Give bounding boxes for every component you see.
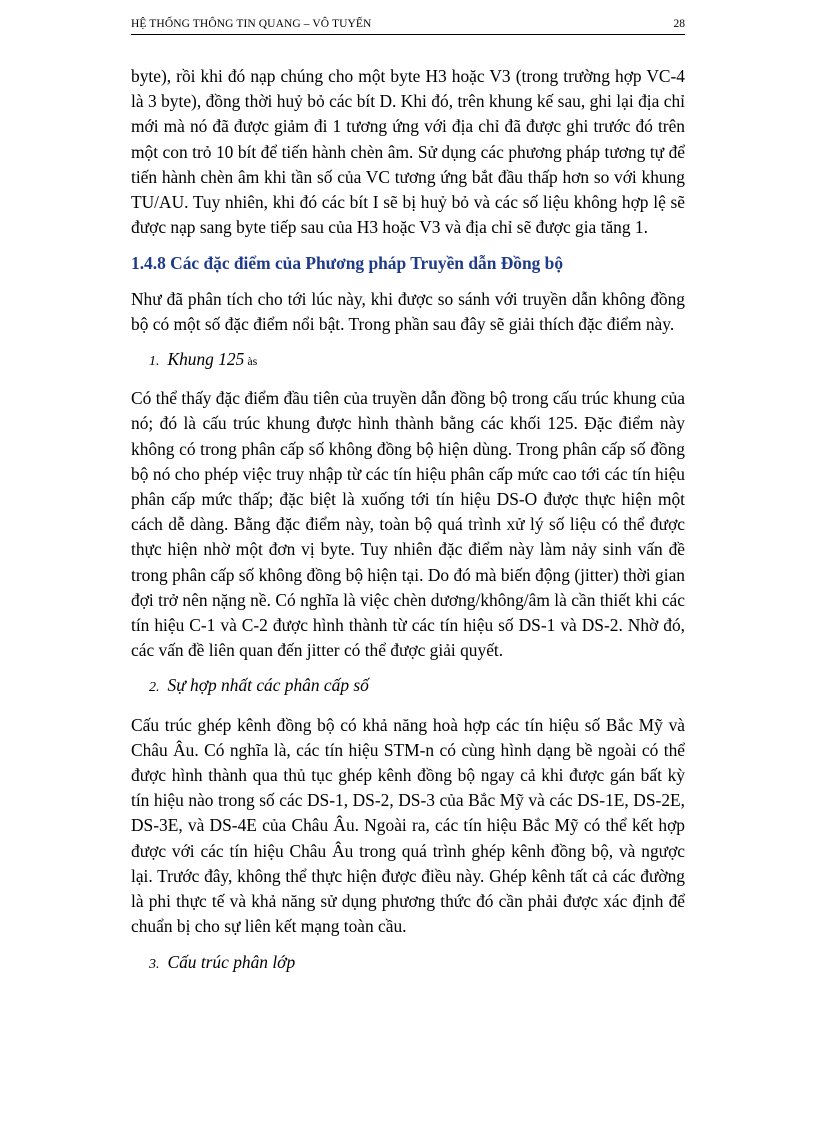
header-title: HỆ THỐNG THÔNG TIN QUANG – VÔ TUYẾN — [131, 18, 372, 30]
list-item-frame — [149, 347, 685, 374]
list-item-label: Sự hợp nhất các phân cấp số — [167, 675, 369, 696]
list-item-label: Cấu trúc phân lớp — [167, 951, 296, 972]
page-content — [131, 64, 685, 989]
list-item-number: 2. — [149, 680, 160, 696]
list-item-unification — [149, 673, 685, 700]
list-item-unit: às — [247, 354, 258, 369]
section-intro-paragraph: Như đã phân tích cho tới lúc này, khi được so sánh với truyền dẫn không đồng bộ có một số đặc điểm nổi bật. Trong phần sau đây sẽ giải thích đặc điểm này. — [131, 288, 685, 334]
section-heading: 1.4.8 Các đặc điểm của Phương pháp Truyền dẫn Đồng bộ — [131, 253, 564, 274]
list-item-number: 1. — [149, 354, 160, 370]
page-number: 28 — [673, 18, 685, 30]
unification-paragraph: Cấu trúc ghép kênh đồng bộ có khả năng hoà hợp các tín hiệu số Bắc Mỹ và Châu Âu. Có nghĩa là, các tín hiệu STM-n có cùng hình dạng bề ngoài có thể được hình thành qua thủ tục ghép kênh đồng bộ ngay cả khi được gán bất kỳ tín hiệu nào trong số các DS-1, DS-2, DS-3 của Bắc Mỹ và các DS-1E, DS-2E, DS-3E, và DS-4E của Châu Âu. Ngoài ra, các tín hiệu Bắc Mỹ có thể kết hợp được với các tín hiệu Châu Âu trong quá trình ghép kênh đồng bộ, và ngược lại. Trước đây, không thể thực hiện được điều này. Ghép kênh tất cả các đường là phi thực tế và khả năng sử dụng phương thức đó cần phải được xác định để chuẩn bị cho sự liên kết mạng toàn cầu. — [131, 714, 685, 937]
list-item-layer-structure — [149, 950, 685, 977]
list-item-number: 3. — [149, 956, 160, 972]
intro-paragraph: byte), rồi khi đó nạp chúng cho một byte H3 hoặc V3 (trong trường hợp VC-4 là 3 byte), đồng thời huỷ bỏ các bít D. Khi đó, trên khung kế sau, ghi lại địa chỉ mới mà nó đã được giảm đi 1 tương ứng với địa chỉ đã được ghi trước đó trên một con trỏ 10 bít để tiến hành chèn âm. Sử dụng các phương pháp tương tự để tiến hành chèn âm khi tần số của VC tương ứng bắt đầu thấp hơn so với khung TU/AU. Tuy nhiên, khi đó các bít I sẽ bị huỷ bỏ và các số liệu không hợp lệ sẽ được nạp sang byte tiếp sau của H3 hoặc V3 và địa chỉ sẽ được gia tăng 1. — [131, 66, 685, 238]
page-header — [131, 16, 685, 35]
frame-paragraph: Có thể thấy đặc điểm đầu tiên của truyền dẫn đồng bộ trong cấu trúc khung của nó; đó là cấu trúc khung được hình thành bằng các khối 125. Đặc điểm này không có trong phân cấp số không đồng bộ hiện dùng. Trong phân cấp số đồng bộ nó cho phép việc truy nhập từ các tín hiệu phân cấp mức cao tới các tín hiệu phân cấp mức thấp; đặc biệt là xuống tới tín hiệu DS-O được thực hiện một cách dễ dàng. Bằng đặc điểm này, toàn bộ quá trình xử lý số liệu có thể được thực hiện nhờ một đơn vị byte. Tuy nhiên đặc điểm này làm nảy sinh vấn đề trong phân cấp số không đồng bộ hiện tại. Do đó mà biến động (jitter) thời gian đợi trở nên nặng nề. Có nghĩa là việc chèn dương/không/âm là cần thiết khi các tín hiệu C-1 và C-2 được hình thành từ các tín hiệu số DS-1 và DS-2. Nhờ đó, các vấn đề liên quan đến jitter có thể được giải quyết. — [131, 388, 685, 661]
list-item-label: Khung 125 — [167, 349, 245, 370]
